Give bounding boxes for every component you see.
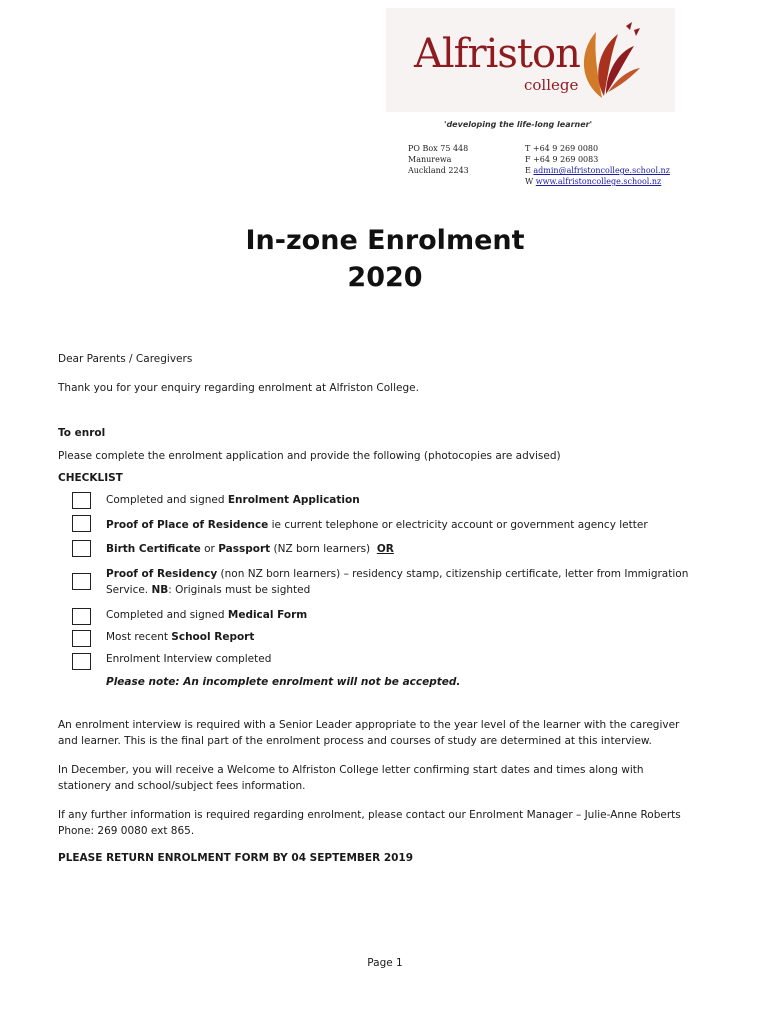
page-title: In-zone Enrolment	[245, 225, 525, 256]
email-prefix: E	[525, 166, 534, 175]
website-link[interactable]: www.alfristoncollege.school.nz	[535, 177, 662, 186]
return-deadline: PLEASE RETURN ENROLMENT FORM BY 04 SEPTEMBER 2019	[58, 852, 414, 864]
checkbox-proof-of-residency[interactable]	[72, 573, 91, 590]
checkbox-proof-of-place-of-residence[interactable]	[72, 515, 91, 532]
instructions-text: Please complete the enrolment application and provide the following (photocopies are advised)	[58, 450, 561, 462]
checklist-item-proof-of-place-of-residence: Proof of Place of Residence ie current telephone or electricity account or government agency letter	[106, 519, 648, 531]
page-number: Page 1	[367, 957, 403, 969]
web-prefix: W	[525, 177, 536, 186]
intro-text: Thank you for your enquiry regarding enrolment at Alfriston College.	[58, 382, 419, 394]
interview-paragraph: An enrolment interview is required with a Senior Leader appropriate to the year level of the learner with the caregiver and learner. This is the final part of the enrolment process and courses of study are determined at this interview.	[58, 719, 680, 747]
logo-wordmark: Alfriston	[414, 31, 580, 77]
address-line: Auckland 2243	[408, 166, 469, 175]
checkbox-school-report[interactable]	[72, 630, 91, 647]
checkbox-birth-certificate[interactable]	[72, 540, 91, 557]
checklist-heading: CHECKLIST	[58, 472, 123, 484]
school-tagline: 'developing the life-long learner'	[444, 120, 593, 129]
checklist-item-enrolment-application: Completed and signed Enrolment Application	[106, 494, 360, 506]
logo-subtitle: college	[524, 76, 579, 94]
checklist-item-birth-certificate: Birth Certificate or Passport (NZ born learners) OR	[106, 543, 394, 555]
college-emblem-icon	[572, 20, 642, 100]
contact-details	[525, 143, 670, 187]
to-enrol-heading: To enrol	[58, 427, 106, 439]
checklist-item-proof-of-residency: Proof of Residency (non NZ born learners) – residency stamp, citizenship certificate, letter from Immigration Service. NB: Originals must be sighted	[106, 568, 689, 596]
page-title-year: 2020	[347, 262, 423, 293]
checklist-item-medical-form: Completed and signed Medical Form	[106, 609, 308, 621]
checklist-item-school-report: Most recent School Report	[106, 631, 255, 643]
incomplete-enrolment-note: Please note: An incomplete enrolment will not be accepted.	[106, 676, 461, 688]
checkbox-medical-form[interactable]	[72, 608, 91, 625]
checkbox-enrolment-application[interactable]	[72, 492, 91, 509]
contact-paragraph: If any further information is required regarding enrolment, please contact our Enrolment Manager – Julie-Anne Roberts Phone: 269 0080 ext 865.	[58, 809, 681, 837]
postal-address	[408, 143, 469, 176]
phone-number: T +64 9 269 0080	[525, 144, 599, 153]
greeting: Dear Parents / Caregivers	[58, 353, 193, 365]
checkbox-enrolment-interview[interactable]	[72, 653, 91, 670]
fax-number: F +64 9 269 0083	[525, 155, 599, 164]
address-line: Manurewa	[408, 155, 452, 164]
checklist-item-enrolment-interview: Enrolment Interview completed	[106, 653, 272, 665]
december-paragraph: In December, you will receive a Welcome to Alfriston College letter confirming start dates and times along with stationery and school/subject fees information.	[58, 764, 644, 792]
address-line: PO Box 75 448	[408, 144, 469, 153]
email-link[interactable]: admin@alfristoncollege.school.nz	[533, 166, 670, 175]
